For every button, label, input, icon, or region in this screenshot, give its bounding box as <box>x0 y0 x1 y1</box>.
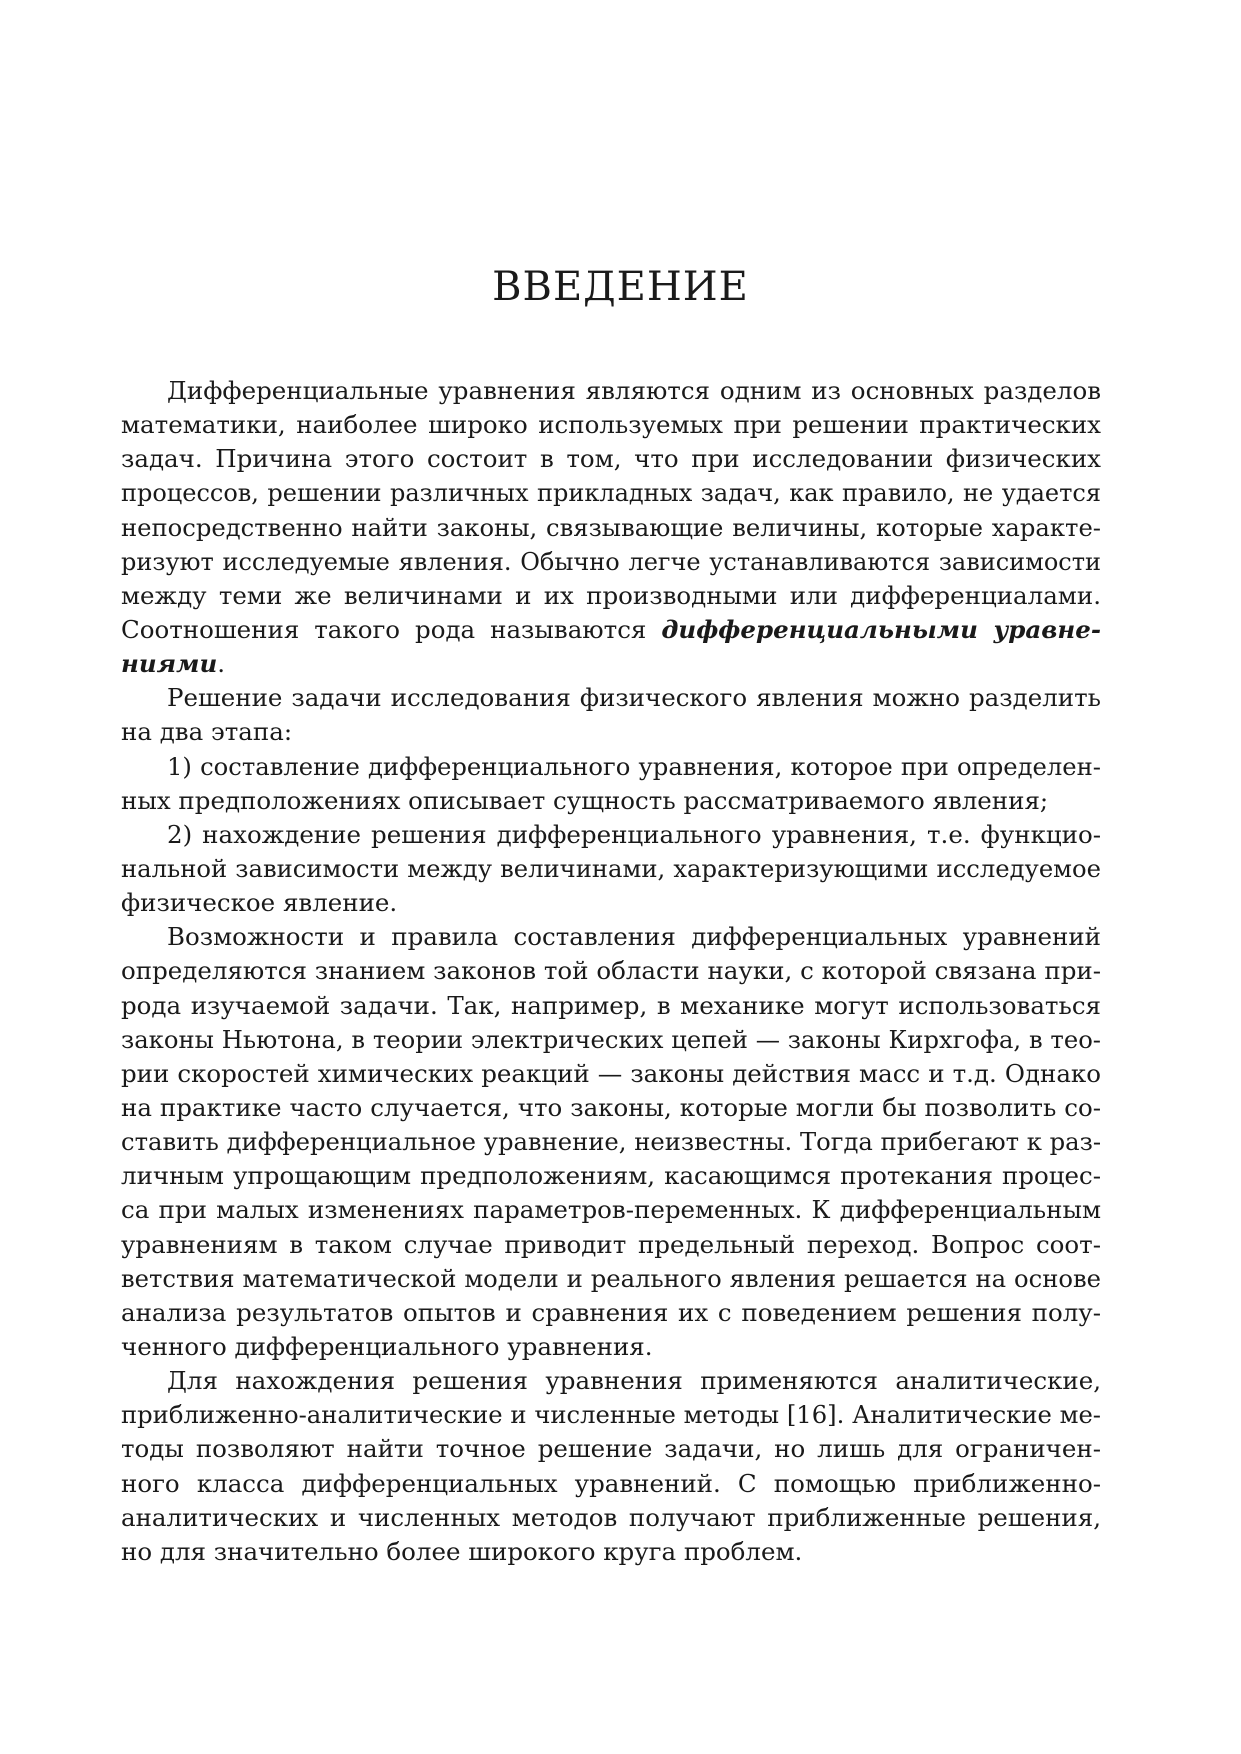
text-line: Решение задачи исследования физического явления можно разделить <box>167 683 1101 713</box>
text-line <box>121 647 1101 681</box>
body-text <box>121 374 1101 1569</box>
text-line: ставить дифференциальное уравнение, неизвестны. Тогда прибегают к раз- <box>121 1127 1102 1157</box>
text-line: анализа результатов опытов и сравнения их с поведением решения полу- <box>121 1297 1101 1327</box>
text-line: са при малых изменениях параметров-переменных. К дифференциальным <box>121 1195 1101 1225</box>
text-line: непосредственно найти законы, связывающие величины, которые характе- <box>121 512 1101 542</box>
text-line <box>121 613 1101 647</box>
text-line: уравнениям в таком случае приводит предельный переход. Вопрос соот- <box>121 1229 1101 1259</box>
text-line: ных предположениях описывает сущность рассматриваемого явления; <box>121 785 1049 815</box>
text-segment: Соотношения такого рода называются <box>121 614 662 644</box>
text-line: аналитических и численных методов получают приближенные решения, <box>121 1502 1101 1532</box>
text-line: приближенно-аналитические и численные методы [16]. Аналитические ме- <box>121 1400 1101 1430</box>
text-line: законы Ньютона, в теории электрических цепей — законы Кирхгофа, в тео- <box>121 1024 1101 1054</box>
text-segment: . <box>217 649 226 679</box>
text-line: Дифференциальные уравнения являются одним из основных разделов <box>167 376 1101 405</box>
text-line: физическое явление. <box>121 888 398 918</box>
text-line: рода изучаемой задачи. Так, например, в механике могут использоваться <box>121 990 1101 1020</box>
text-line: тоды позволяют найти точное решение задачи, но лишь для ограничен- <box>121 1434 1101 1464</box>
text-line: задач. Причина этого состоит в том, что при исследовании физических <box>121 444 1101 474</box>
text-line: процессов, решении различных прикладных задач, как правило, не удается <box>121 479 1101 508</box>
paragraph <box>121 920 1101 1364</box>
paragraph <box>121 374 1101 681</box>
text-line: 2) нахождение решения дифференциального уравнения, т.е. функцио- <box>167 819 1101 849</box>
emphasized-term: ниями <box>121 649 218 679</box>
paragraph <box>121 681 1101 749</box>
list-item <box>121 750 1101 818</box>
text-line: личным упрощающим предположениям, касающимся протекания процес- <box>121 1161 1101 1191</box>
text-line: Для нахождения решения уравнения применяются аналитические, <box>167 1366 1101 1396</box>
text-line: определяются знанием законов той области науки, с которой связана при- <box>121 956 1101 986</box>
text-line: математики, наиболее широко используемых при решении практических <box>121 410 1101 440</box>
text-line: но для значительно более широкого круга проблем. <box>121 1536 803 1566</box>
list-item <box>121 818 1101 920</box>
paragraph <box>121 1364 1101 1569</box>
text-line: 1) составление дифференциального уравнения, которое при определен- <box>167 751 1101 781</box>
text-line: нальной зависимости между величинами, характеризующими исследуемое <box>121 853 1101 883</box>
text-line: ризуют исследуемые явления. Обычно легче устанавливаются зависимости <box>121 547 1101 576</box>
text-line: на два этапа: <box>121 717 293 747</box>
page-title: ВВЕДЕНИЕ <box>492 264 749 310</box>
text-line: ветствия математической модели и реального явления решается на основе <box>121 1263 1101 1293</box>
emphasized-term: дифференциальными уравне- <box>661 614 1101 644</box>
text-line: на практике часто случается, что законы, которые могли бы позволить со- <box>121 1092 1101 1122</box>
text-line: ченного дифференциального уравнения. <box>121 1331 653 1361</box>
text-line: Возможности и правила составления дифференциальных уравнений <box>167 922 1101 952</box>
text-line: рии скоростей химических реакций — законы действия масс и т.д. Однако <box>121 1058 1101 1088</box>
text-line: ного класса дифференциальных уравнений. С помощью приближенно- <box>121 1468 1101 1498</box>
text-line: между теми же величинами и их производными или дифференциалами. <box>121 580 1101 610</box>
